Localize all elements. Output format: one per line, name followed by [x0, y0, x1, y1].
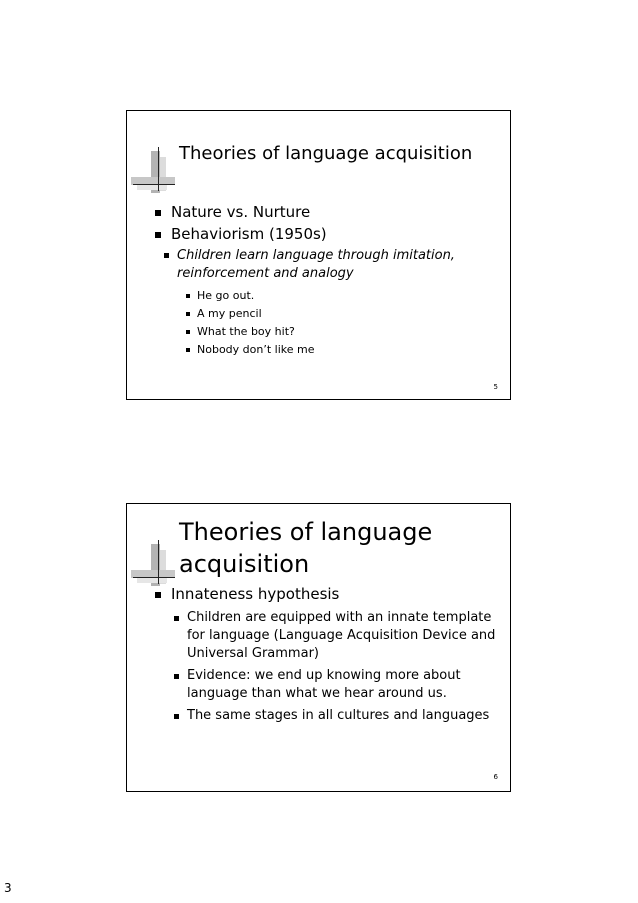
- example-item: Nobody don’t like me: [197, 341, 501, 359]
- sub-bullet-list: [177, 247, 501, 359]
- sub-bullet-item: Evidence: we end up knowing more about language than what we hear around us.: [187, 667, 501, 703]
- slide-title: Theories of language acquisition: [179, 143, 473, 164]
- sub-bullet-item: Children learn language through imitation, reinforcement and analogy He go out. A my pencil What the boy hit? Nobody don’t like me: [177, 247, 501, 359]
- bullet-item: Nature vs. Nurture: [171, 201, 501, 223]
- bullet-item: Behaviorism (1950s) Children learn language through imitation, reinforcement and analogy He go out. A my pencil What the boy hit? Nobody don’t like me: [171, 223, 501, 359]
- sub-bullet-item: Children are equipped with an innate template for language (Language Acquisition Device and Universal Grammar): [187, 609, 501, 663]
- bullet-list: [171, 584, 501, 729]
- example-item: A my pencil: [197, 305, 501, 323]
- example-item: What the boy hit?: [197, 323, 501, 341]
- slide-number: 6: [493, 773, 498, 781]
- cross-ornament-icon: [131, 151, 181, 199]
- slide-6: [126, 503, 511, 792]
- bullet-list: [171, 201, 501, 359]
- example-list: [197, 287, 501, 359]
- slide-title: Theories of language acquisition: [179, 518, 433, 578]
- sub-bullet-list: [187, 609, 501, 725]
- slide-number: 5: [493, 383, 498, 391]
- sub-bullet-item: The same stages in all cultures and languages: [187, 707, 501, 725]
- example-item: He go out.: [197, 287, 501, 305]
- slide-5: [126, 110, 511, 400]
- bullet-item: Innateness hypothesis Children are equipped with an innate template for language (Language Acquisition Device and Universal Grammar) Evidence: we end up knowing more about language than what we hear around us. The same stages in all cultures and languages: [171, 584, 501, 725]
- page-number: 3: [4, 881, 12, 895]
